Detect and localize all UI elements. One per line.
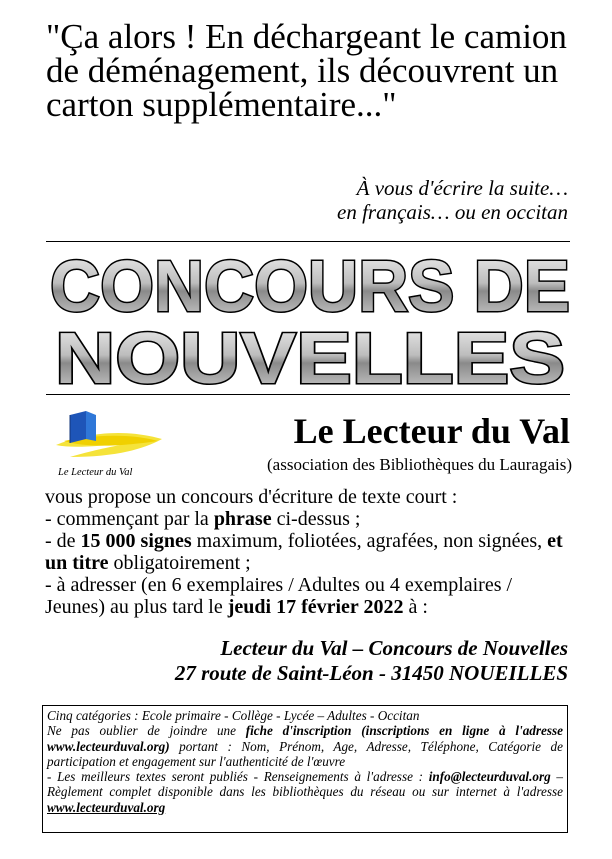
rule-deadline-pre: - à adresser (en 6 exemplaires / Adultes ou 4 exemplaires / Jeunes) au plus tard le <box>45 574 513 618</box>
rule-deadline-post: à : <box>403 596 428 618</box>
invitation-line-2: en français… ou en occitan <box>337 200 568 224</box>
fiche-pre: Ne pas oublier de joindre une <box>47 723 246 739</box>
rules-availability: – Règlement complet disponible dans les bibliothèques du réseau ou sur internet à l'adresse <box>47 769 563 800</box>
contest-rules <box>45 486 575 618</box>
invitation <box>337 176 568 224</box>
logo-text: Le Lecteur du Val <box>58 467 133 478</box>
opening-quote: "Ça alors ! En déchargeant le camion de déménagement, ils découvrent un carton supplémentaire..." <box>46 17 567 124</box>
banner-line-1: CONCOURS DE <box>50 247 570 327</box>
bottom-divider <box>46 394 570 395</box>
postal-address <box>175 636 568 686</box>
info-box <box>42 705 568 833</box>
rule-phrase-bold: phrase <box>213 508 272 530</box>
categories-list: Ecole primaire - Collège - Lycée – Adultes - Occitan <box>141 708 420 723</box>
fiche-mid: (inscriptions en ligne à l'adresse <box>351 723 563 739</box>
categories-label: Cinq catégories : <box>47 708 142 723</box>
fiche-post: portant : Nom, Prénom, Age, Adresse, Téléphone, Catégorie de participation et engagement sur l'authenticité de l'œuvre <box>47 738 563 769</box>
published-note: - Les meilleurs textes seront publiés - Renseignements à l'adresse : <box>47 769 429 785</box>
organizer-subtitle: (association des Bibliothèques du Lauragais) <box>267 455 572 474</box>
fiche-url[interactable]: www.lecteurduval.org) <box>47 738 170 754</box>
rule-phrase-post: ci-dessus ; <box>271 508 361 530</box>
rule-length-post: obligatoirement ; <box>108 552 251 574</box>
banner-line-2: NOUVELLES <box>55 319 565 393</box>
categories-line <box>47 708 563 723</box>
address-line-2: 27 route de Saint-Léon - 31450 NOUEILLES <box>174 661 568 685</box>
rule-length-pre: - de <box>45 530 81 552</box>
contact-email-link[interactable]: info@lecteurduval.org <box>428 769 551 785</box>
contest-banner <box>40 243 580 393</box>
rule-title-bold: et un titre <box>45 530 563 574</box>
rule-phrase-pre: - commençant par la <box>45 508 214 530</box>
top-divider <box>46 241 570 242</box>
rule-length <box>45 530 575 574</box>
rule-length-bold: 15 000 signes <box>80 530 192 552</box>
rule-length-mid: maximum, foliotées, agrafées, non signées, <box>191 530 548 552</box>
fiche-bold: fiche d'inscription <box>245 723 352 739</box>
organizer-name: Le Lecteur du Val <box>293 411 570 451</box>
lecteur-du-val-logo <box>50 405 168 483</box>
deadline-date: jeudi 17 février 2022 <box>227 596 404 618</box>
rules-intro: vous propose un concours d'écriture de texte court : <box>45 486 458 508</box>
registration-note <box>47 723 563 769</box>
website-link[interactable]: www.lecteurduval.org <box>47 799 166 815</box>
rule-phrase <box>45 508 575 530</box>
rule-deadline <box>45 574 575 618</box>
address-line-1: Lecteur du Val – Concours de Nouvelles <box>220 636 568 660</box>
contact-line <box>47 769 563 815</box>
invitation-line-1: À vous d'écrire la suite… <box>356 176 568 200</box>
